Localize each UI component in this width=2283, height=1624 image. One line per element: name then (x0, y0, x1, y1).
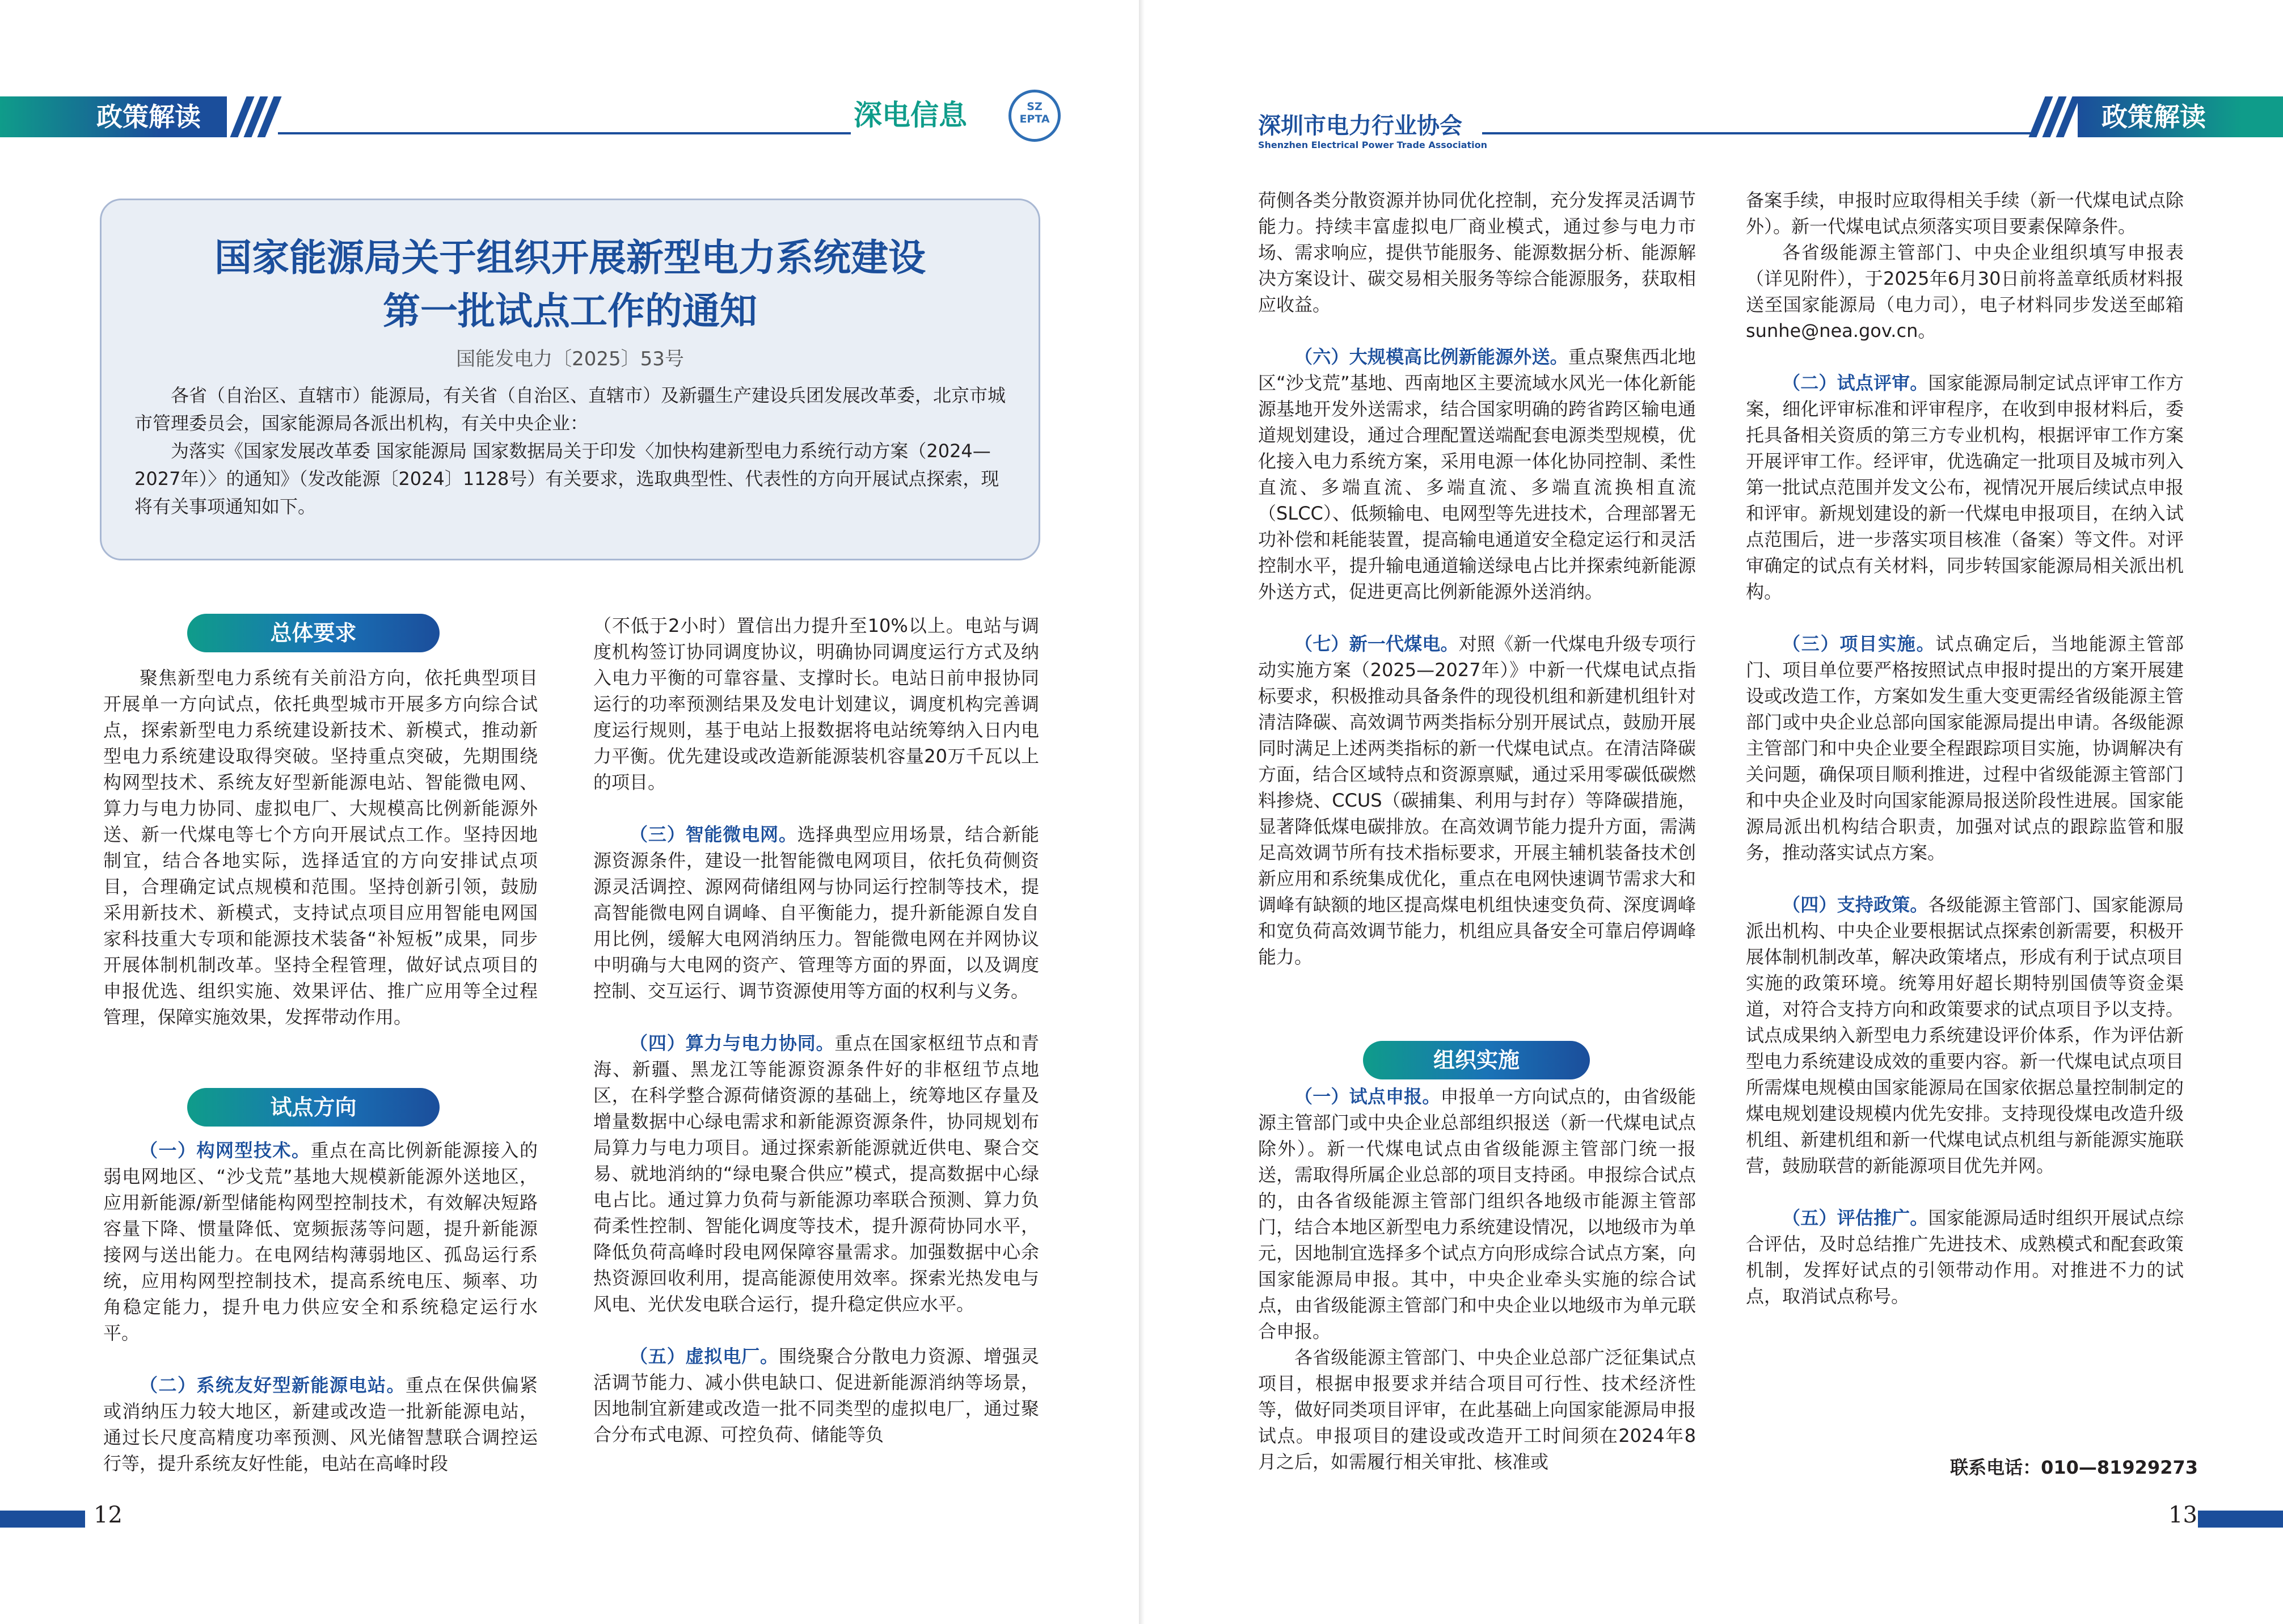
paragraph-text: 重点在高比例新能源接入的弱电网地区、“沙戈荒”基地大规模新能源外送地区，应用新能源/新型储能构网型控制技术，有效解决短路容量下降、惯量降低、宽频振荡等问题，提升新能源接网与送出能力。在电网结构薄弱地区、孤岛运行系统，应用构网型控制技术，提高系统电压、频率、功角稳定能力，提升电力供应安全和系统稳定运行水平。 (103, 1140, 538, 1344)
paragraph: （不低于2小时）置信出力提升至10%以上。电站与调度机构签订协同调度协议，明确协同调度运行方式及纳入电力平衡的可靠容量、支撑时长。电站日前申报协同运行的功率预测结果及发电计划建议，调度机构完善调度运行规则，基于电站上报数据将电站统筹纳入日内电力平衡。优先建设或改造新能源装机容量20万千瓦以上的项目。 (593, 615, 1039, 793)
paragraph (1746, 892, 2184, 1179)
paragraph (103, 1137, 538, 1346)
subheading: （一）构网型技术。 (140, 1140, 311, 1161)
paragraph (1746, 370, 2184, 605)
footer-bar (0, 1511, 85, 1528)
subheading: （五）评估推广。 (1782, 1207, 1928, 1229)
paragraph-text: 国家能源局适时组织开展试点综合评估，及时总结推广先进技术、成熟模式和配套政策机制，发挥好试点的引领带动作用。对推进不力的试点，取消试点称号。 (1746, 1207, 2184, 1307)
association-name-en: Shenzhen Electrical Power Trade Association (1258, 140, 1488, 150)
paragraph: 各省级能源主管部门、中央企业组织填写申报表（详见附件），于2025年6月30日前将盖章纸质材料报送至国家能源局（电力司），电子材料同步发送至邮箱sunhe@nea.gov.cn。 (1746, 242, 2184, 341)
column-3 (1258, 187, 1696, 970)
section-tab (0, 96, 227, 137)
paragraph-text: 重点在国家枢纽节点和青海、新疆、黑龙江等能源资源条件好的非枢纽节点地区，在科学整合源荷储资源的基础上，统筹地区存量及增量数据中心绿电需求和新能源资源条件，协同规划布局算力与电力项目。通过探索新能源就近供电、聚合交易、就地消纳的“绿电聚合供应”模式，提高数据中心绿电占比。通过算力负荷与新能源功率联合预测、算力负荷柔性控制、智能化调度等技术，提升源荷协同水平，降低负荷高峰时段电网保障容量需求。加强数据中心余热资源回收利用，提高能源使用效率。探索光热发电与风电、光伏发电联合运行，提升稳定供应水平。 (593, 1032, 1039, 1315)
section-tab (2078, 96, 2283, 137)
right-page (1142, 0, 2283, 1624)
association-name: 深圳市电力行业协会 (1258, 113, 1462, 139)
paragraph (1258, 631, 1696, 970)
paragraph-text: 围绕聚合分散电力资源、增强灵活调节能力、减小供电缺口、促进新能源消纳等场景，因地制宜新建或改造一批不同类型的虚拟电厂，通过聚合分布式电源、可控负荷、储能等负 (593, 1345, 1039, 1445)
paragraph: 备案手续，申报时应取得相关手续（新一代煤电试点除外）。新一代煤电试点须落实项目要素保障条件。 (1746, 189, 2184, 237)
footer-bar (2198, 1511, 2283, 1528)
paragraph-text: 对照《新一代煤电升级专项行动实施方案（2025—2027年）》中新一代煤电试点指标要求，积极推动具备条件的现役机组和新建机组针对清洁降碳、高效调节两类指标分别开展试点，鼓励开展同时满足上述两类指标的新一代煤电试点。在清洁降碳方面，结合区域特点和资源禀赋，通过采用零碳低碳燃料掺烧、CCUS（碳捕集、利用与封存）等降碳措施，显著降低煤电碳排放。在高效调节能力提升方面，需满足高效调节所有技术指标要求，开展主辅机装备技术创新应用和系统集成优化，重点在电网快速调节需求大和调峰有缺额的地区提高煤电机组快速变负荷、深度调峰和宽负荷高效调节能力，机组应具备安全可靠启停调峰能力。 (1258, 633, 1696, 968)
subheading: （七）新一代煤电。 (1294, 633, 1459, 655)
subheading: （五）虚拟电厂。 (630, 1345, 779, 1367)
column-3b (1258, 1083, 1696, 1475)
section-label: 政策解读 (96, 102, 201, 132)
column-4 (1746, 187, 2184, 1309)
logo-text-top: SZ (1027, 100, 1043, 113)
paragraph (103, 1372, 538, 1477)
paragraph (1746, 1205, 2184, 1309)
page-number: 13 (2168, 1502, 2197, 1528)
intro-paragraph: 各省（自治区、直辖市）能源局，有关省（自治区、直辖市）及新疆生产建设兵团发展改革委，北京市城市管理委员会，国家能源局各派出机构，有关中央企业： (134, 385, 1006, 434)
page-number: 12 (94, 1502, 123, 1528)
section-heading-directions: 试点方向 (187, 1088, 440, 1127)
subheading: （三）智能微电网。 (630, 824, 797, 845)
section-heading-general: 总体要求 (187, 614, 440, 652)
paragraph: 聚焦新型电力系统有关前沿方向，依托典型项目开展单一方向试点，依托典型城市开展多方向综合试点，探索新型电力系统建设新技术、新模式，推动新型电力系统建设取得突破。坚持重点突破，先期围绕构网型技术、系统友好型新能源电站、智能微电网、算力与电力协同、虚拟电厂、大规模高比例新能源外送、新一代煤电等七个方向开展试点工作。坚持因地制宜，结合各地实际，选择适宜的方向安排试点项目，合理确定试点规模和范围。坚持创新引领，鼓励采用新技术、新模式，支持试点项目应用智能电网国家科技重大专项和能源技术装备“补短板”成果，同步开展体制机制改革。坚持全程管理，做好试点项目的申报优选、组织实施、效果评估、推广应用等全过程管理，保障实施效果，发挥带动作用。 (103, 667, 538, 1028)
column-1a (103, 665, 538, 1030)
subheading: （一）试点申报。 (1294, 1086, 1441, 1107)
header-rule (1482, 132, 2031, 134)
paragraph (1746, 631, 2184, 866)
column-2 (593, 613, 1039, 1448)
left-page (0, 0, 1141, 1624)
subheading: （四）支持政策。 (1782, 894, 1928, 916)
logo-text-mid: EPTA (1019, 113, 1050, 125)
notice-title-line2: 第一批试点工作的通知 (383, 289, 757, 333)
paragraph (1258, 1083, 1696, 1344)
subheading: （二）系统友好型新能源电站。 (140, 1374, 406, 1396)
subheading: （二）试点评审。 (1782, 372, 1928, 394)
subheading: （三）项目实施。 (1782, 633, 1936, 655)
contact-phone: 联系电话：010—81929273 (1950, 1457, 2198, 1478)
intro-paragraph: 为落实《国家发展改革委 国家能源局 国家数据局关于印发〈加快构建新型电力系统行动方案（2024—2027年）〉的通知》（发改能源〔2024〕1128号）有关要求，选取典型性、代表性的方向开展试点探索，现将有关事项通知如下。 (134, 440, 999, 517)
header-rule (278, 132, 851, 134)
section-label: 政策解读 (2101, 102, 2206, 132)
notice-title-line1: 国家能源局关于组织开展新型电力系统建设 (214, 236, 926, 280)
paragraph-text: 国家能源局制定试点评审工作方案，细化评审标准和评审程序，在收到申报材料后，委托具备相关资质的第三方专业机构，根据评审工作方案开展评审工作。经评审，优选确定一批项目及城市列入第一批试点范围并发文公布，视情况开展后续试点申报和评审。新规划建设的新一代煤电申报项目，在纳入试点范围后，进一步落实项目核准（备案）等文件。对评审确定的试点有关材料，同步转国家能源局相关派出机构。 (1746, 372, 2184, 602)
paragraph-text: 申报单一方向试点的，由省级能源主管部门或中央企业总部组织报送（新一代煤电试点除外）。新一代煤电试点由省级能源主管部门统一报送，需取得所属企业总部的项目支持函。申报综合试点的，由各省级能源主管部门组织各地级市能源主管部门，结合本地区新型电力系统建设情况，以地级市为单元，因地制宜选择多个试点方向形成综合试点方案，向国家能源局申报。其中，中央企业牵头实施的综合试点，由省级能源主管部门和中央企业以地级市为单元联合申报。 (1258, 1086, 1696, 1342)
magazine-brand: 深电信息 (854, 99, 967, 132)
title-panel (100, 199, 1040, 560)
notice-intro (134, 382, 1011, 521)
subheading: （四）算力与电力协同。 (630, 1032, 835, 1054)
paragraph (593, 1030, 1039, 1317)
paragraph-text: 重点聚焦西北地区“沙戈荒”基地、西南地区主要流域水风光一体化新能源基地开发外送需求，结合国家明确的跨省跨区输电通道规划建设，通过合理配置送端配套电源类型规模，优化接入电力系统方案，采用电源一体化协同控制、柔性直流、多端直流、多端直流、多端直流换相直流（SLCC）、低频输电、电网型等先进技术，合理部署无功补偿和耗能装置，提高输电通道安全稳定运行和灵活控制水平，提升输电通道输送绿电占比并探索纯新能源外送方式，促进更高比例新能源外送消纳。 (1258, 346, 1696, 602)
epta-logo (1008, 90, 1061, 142)
paragraph-text: 试点确定后，当地能源主管部门、项目单位要严格按照试点申报时提出的方案开展建设或改造工作，方案如发生重大变更需经省级能源主管部门或中央企业总部向国家能源局提出申请。各级能源主管部门和中央企业要全程跟踪项目实施，协调解决有关问题，确保项目顺利推进，过程中省级能源主管部门和中央企业及时向国家能源局报送阶段性进展。国家能源局派出机构结合职责，加强对试点的跟踪监管和服务，推动落实试点方案。 (1746, 633, 2184, 863)
paragraph (593, 821, 1039, 1004)
paragraph: 各省级能源主管部门、中央企业总部广泛征集试点项目，根据申报要求并结合项目可行性、技术经济性等，做好同类项目评审，在此基础上向国家能源局申报试点。申报项目的建设或改造开工时间须在2024年8月之后，如需履行相关审批、核准或 (1258, 1347, 1696, 1473)
paragraph: 荷侧各类分散资源并协同优化控制，充分发挥灵活调节能力。持续丰富虚拟电厂商业模式，通过参与电力市场、需求响应，提供节能服务、能源数据分析、能源解决方案设计、碳交易相关服务等综合能源服务，获取相应收益。 (1258, 189, 1696, 315)
column-1b (103, 1137, 538, 1477)
subheading: （六）大规模高比例新能源外送。 (1294, 346, 1568, 368)
paragraph-text: 选择典型应用场景，结合新能源资源条件，建设一批智能微电网项目，依托负荷侧资源灵活调控、源网荷储组网与协同运行控制等技术，提高智能微电网自调峰、自平衡能力，提升新能源自发自用比例，缓解大电网消纳压力。智能微电网在并网协议中明确与大电网的资产、管理等方面的界面，以及调度控制、交互运行、调节资源使用等方面的权利与义务。 (593, 824, 1039, 1002)
section-heading-implementation: 组织实施 (1363, 1041, 1590, 1079)
paragraph-text: 重点在保供偏紧或消纳压力较大地区，新建或改造一批新能源电站，通过长尺度高精度功率预测、风光储智慧联合调控运行等，提升系统友好性能，电站在高峰时段 (103, 1374, 538, 1474)
paragraph-text: 各级能源主管部门、国家能源局派出机构、中央企业要根据试点探索创新需要，积极开展体制机制改革，解决政策堵点，形成有利于试点项目实施的政策环境。统筹用好超长期特别国债等资金渠道，对符合支持方向和政策要求的试点项目予以支持。试点成果纳入新型电力系统建设评价体系，作为评估新型电力系统建设成效的重要内容。新一代煤电试点项目所需煤电规模由国家能源局在国家依据总量控制制定的煤电规划建设规模内优先安排。支持现役煤电改造升级机组、新建机组和新一代煤电试点机组与新能源实施联营，鼓励联营的新能源项目优先并网。 (1746, 894, 2184, 1176)
paragraph (593, 1343, 1039, 1448)
paragraph (1258, 344, 1696, 605)
document-number: 国能发电力〔2025〕53号 (456, 348, 684, 370)
